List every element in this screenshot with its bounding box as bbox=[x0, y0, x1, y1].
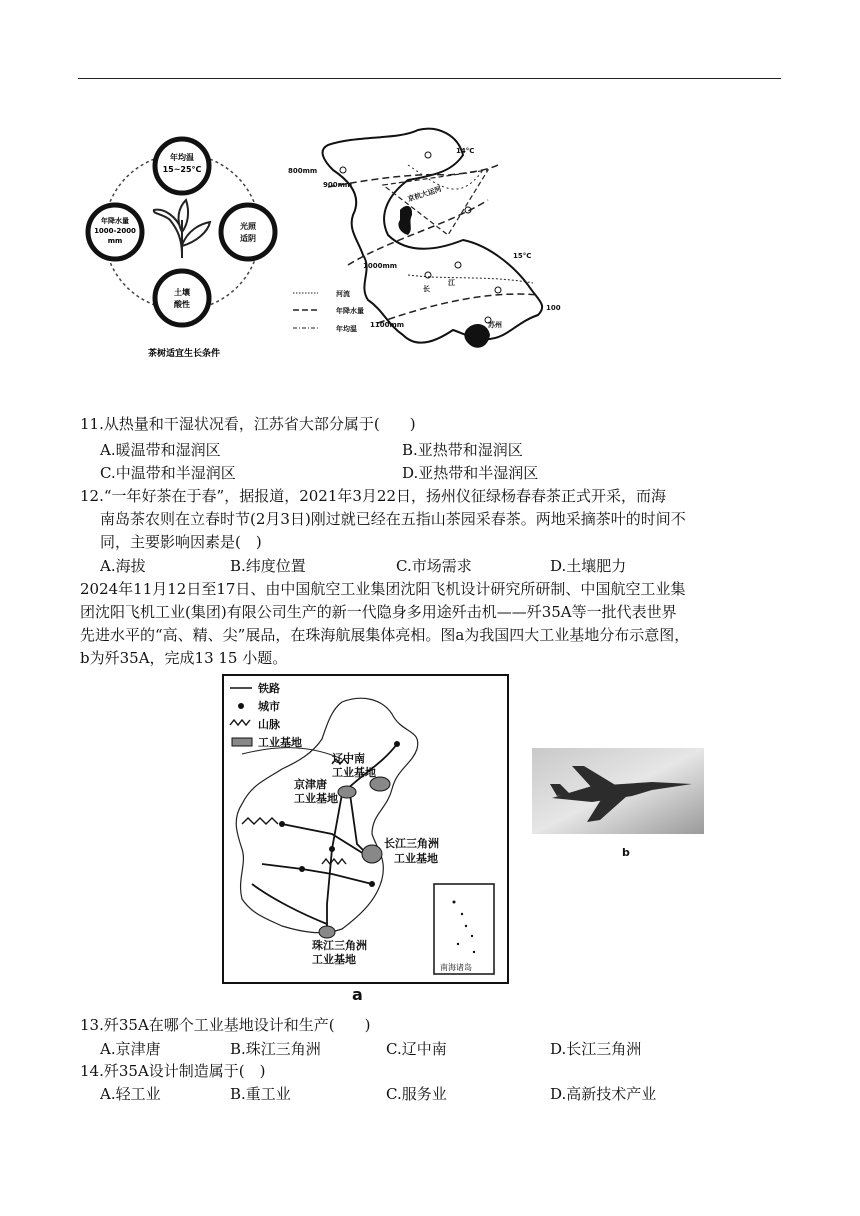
label-zhujiang-2: 工业基地 bbox=[312, 953, 356, 966]
legend-city: 城市 bbox=[258, 700, 280, 713]
label-jingjintang-2: 工业基地 bbox=[294, 792, 338, 805]
label-900mm: 900mm bbox=[323, 181, 353, 189]
legend-mountain: 山脉 bbox=[258, 718, 280, 731]
circle-bottom-text: 土壤 bbox=[174, 288, 190, 297]
j35a-jet-photo bbox=[532, 748, 708, 860]
q14-option-a: A.轻工业 bbox=[100, 1085, 161, 1103]
label-14c: 14°C bbox=[456, 147, 475, 155]
label-zhujiang-1: 珠江三角洲 bbox=[312, 939, 367, 952]
legend-river: 河流 bbox=[336, 290, 350, 298]
base-liaozhongnan bbox=[370, 777, 390, 791]
q12-option-a: A.海拔 bbox=[100, 557, 146, 575]
q11-option-a: A.暖温带和湿润区 bbox=[100, 441, 221, 459]
label-canal: 京杭大运河 bbox=[406, 185, 443, 204]
map-legend bbox=[293, 289, 364, 333]
base-changjiang bbox=[362, 845, 382, 863]
svg-text:酸性: 酸性 bbox=[174, 300, 190, 309]
lake-tai bbox=[464, 324, 490, 348]
label-jingjintang-1: 京津唐 bbox=[294, 778, 327, 791]
q12-line3: 同，主要影响因素是( ) bbox=[100, 533, 262, 551]
label-800mm: 800mm bbox=[288, 167, 318, 175]
q13-option-b: B.珠江三角洲 bbox=[230, 1040, 321, 1058]
circle-top-text: 年均温 bbox=[170, 153, 194, 162]
q14-stem: 14.歼35A设计制造属于( ) bbox=[80, 1062, 266, 1080]
tea-leaf-icon bbox=[154, 200, 210, 258]
q12-line2: 南岛茶农则在立春时节(2月3日)刚过就已经在五指山茶园采春茶。两地采摘茶叶的时间不 bbox=[100, 510, 686, 528]
label-b: b bbox=[622, 846, 630, 859]
q13-option-c: C.辽中南 bbox=[386, 1040, 447, 1058]
svg-text:15~25°C: 15~25°C bbox=[162, 165, 202, 174]
fig1-caption: 茶树适宜生长条件 bbox=[147, 349, 221, 359]
label-chang: 长 bbox=[423, 285, 430, 293]
jiangsu-map bbox=[288, 125, 563, 375]
q14-option-c: C.服务业 bbox=[386, 1085, 447, 1103]
circle-right-text: 光照 bbox=[240, 222, 256, 231]
q13-option-d: D.长江三角洲 bbox=[550, 1040, 642, 1058]
q12-option-d: D.土壤肥力 bbox=[550, 557, 627, 575]
base-jingjintang bbox=[338, 786, 356, 798]
label-1100mm: 1100mm bbox=[370, 321, 405, 329]
label-changjiang-1: 长江三角洲 bbox=[384, 837, 439, 850]
passage-line2: 团沈阳飞机工业(集团)有限公司生产的新一代隐身多用途歼击机——歼35A等一批代表世界 bbox=[80, 603, 677, 621]
svg-text:适阴: 适阴 bbox=[240, 234, 256, 243]
q11-option-c: C.中温带和半湿润区 bbox=[100, 464, 236, 482]
q12-line1: 12.“一年好茶在于春”，据报道，2021年3月22日，扬州仪征绿杨春春茶正式开采，而海 bbox=[80, 487, 666, 505]
q13-stem: 13.歼35A在哪个工业基地设计和生产( ) bbox=[80, 1016, 371, 1034]
label-liaozhongnan-1: 辽中南 bbox=[332, 752, 365, 765]
label-liaozhongnan-2: 工业基地 bbox=[332, 766, 376, 779]
industrial-base-map bbox=[222, 674, 512, 1004]
passage-line3: 先进水平的“高、精、尖”展品，在珠海航展集体亮相。图a为我国四大工业基地分布示意图， bbox=[80, 626, 690, 644]
label-a: a bbox=[352, 985, 363, 1004]
legend-base: 工业基地 bbox=[258, 736, 302, 749]
label-jiang: 江 bbox=[448, 279, 455, 287]
label-nanhai: 南海诸岛 bbox=[440, 963, 472, 972]
q12-option-b: B.纬度位置 bbox=[230, 557, 306, 575]
passage-line4: b为歼35A，完成13 15 小题。 bbox=[80, 649, 288, 667]
label-changjiang-2: 工业基地 bbox=[394, 852, 438, 865]
label-suzhou: 苏州 bbox=[488, 321, 502, 329]
svg-text:mm: mm bbox=[107, 237, 123, 245]
header-rule bbox=[78, 78, 781, 79]
lake-hongze bbox=[398, 206, 412, 235]
q11-option-d: D.亚热带和半湿润区 bbox=[402, 464, 539, 482]
tea-conditions-diagram bbox=[78, 120, 278, 370]
q12-option-c: C.市场需求 bbox=[396, 557, 472, 575]
legend-temp: 年均温 bbox=[336, 325, 357, 333]
q14-option-d: D.高新技术产业 bbox=[550, 1085, 657, 1103]
base-zhujiang bbox=[319, 926, 335, 938]
label-1000mm: 1000mm bbox=[363, 262, 398, 270]
q14-option-b: B.重工业 bbox=[230, 1085, 291, 1103]
q11-option-b: B.亚热带和湿润区 bbox=[402, 441, 523, 459]
svg-text:1000-2000: 1000-2000 bbox=[94, 227, 136, 235]
label-15c: 15°C bbox=[513, 252, 532, 260]
label-100: 100 bbox=[546, 304, 561, 312]
circle-left-text: 年降水量 bbox=[101, 217, 129, 225]
legend-precip: 年降水量 bbox=[336, 307, 364, 315]
q13-option-a: A.京津唐 bbox=[100, 1040, 161, 1058]
legend-railway: 铁路 bbox=[258, 682, 280, 695]
q11-stem: 11.从热量和干湿状况看，江苏省大部分属于( ) bbox=[80, 415, 416, 433]
passage-line1: 2024年11月12日至17日、由中国航空工业集团沈阳飞机设计研究所研制、中国航空工业集 bbox=[80, 580, 686, 598]
